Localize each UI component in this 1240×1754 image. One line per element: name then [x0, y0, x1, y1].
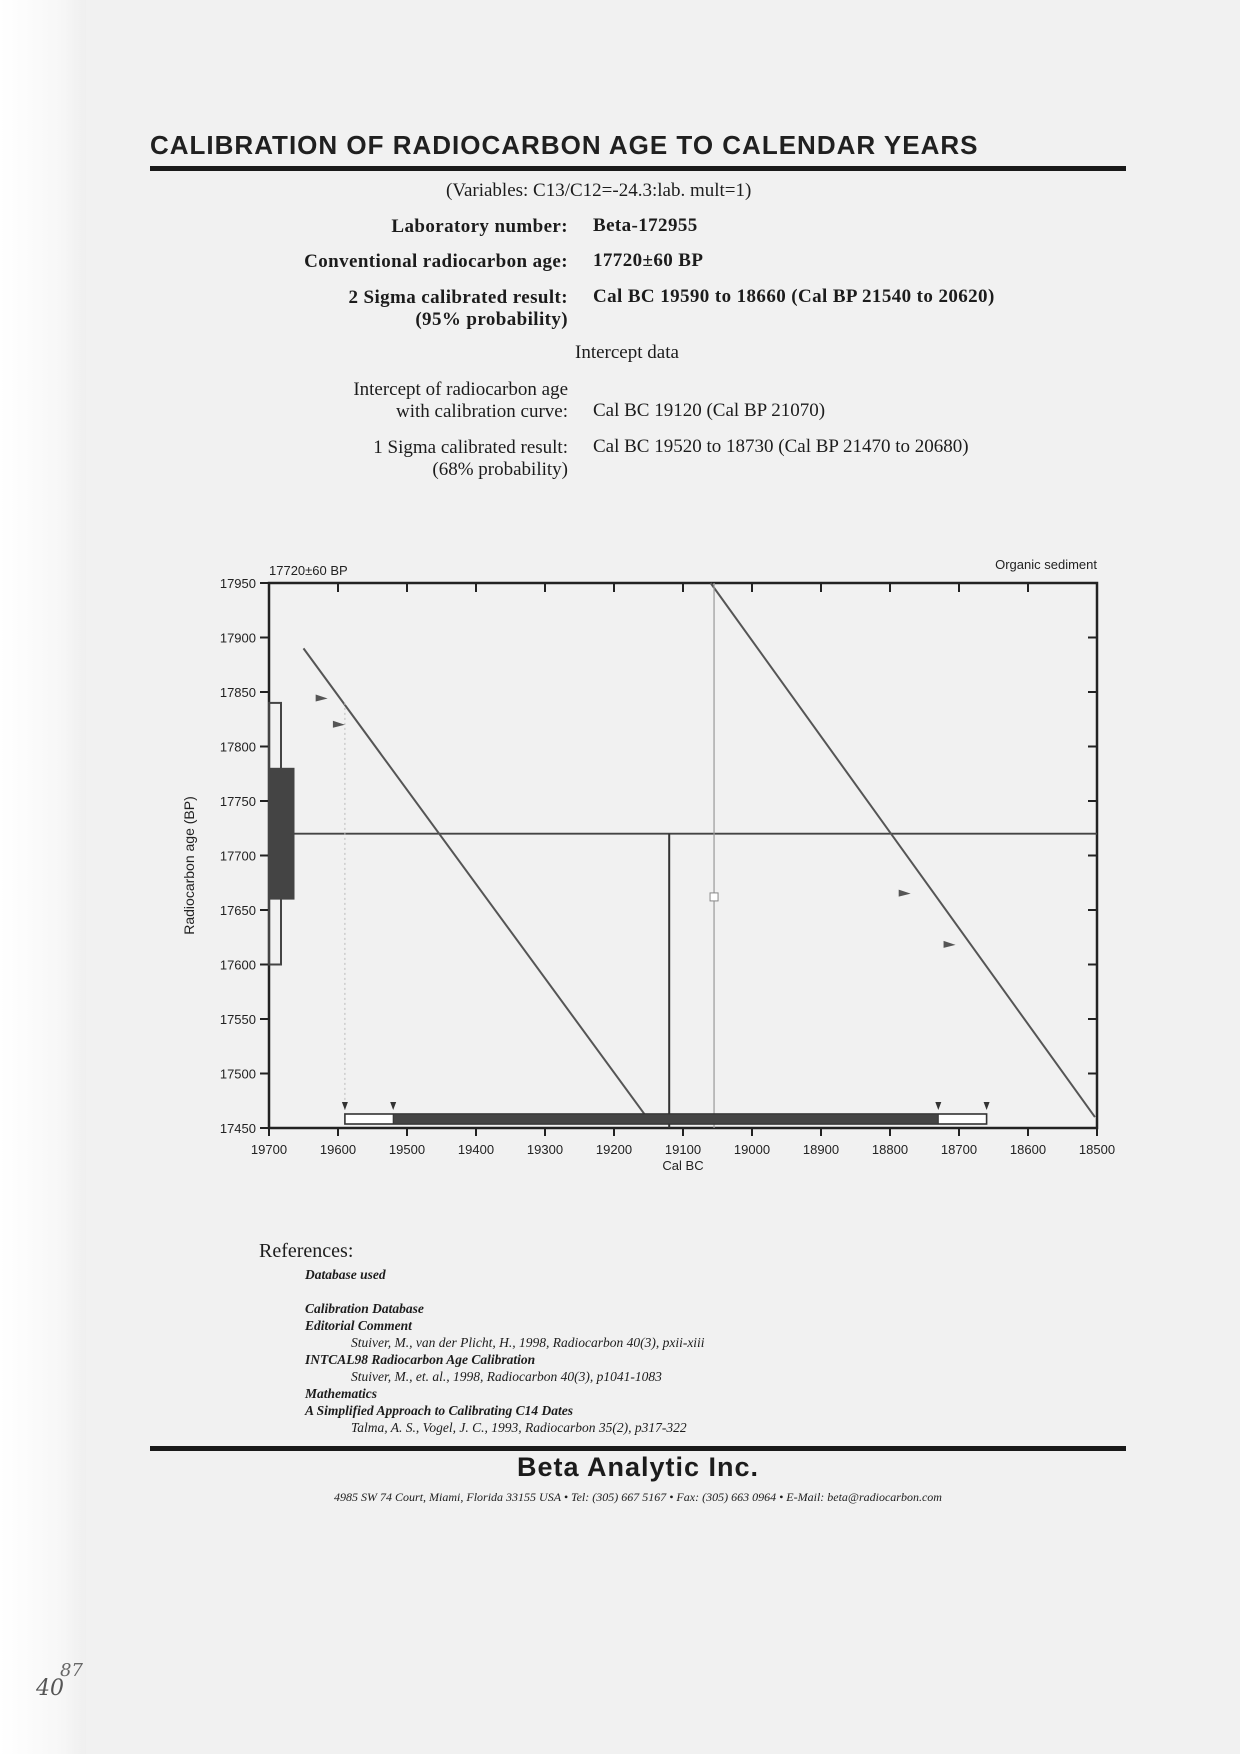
x-tick-label: 19700 [250, 1142, 288, 1157]
x-tick-label: 18800 [871, 1142, 909, 1157]
chart-title-right: Organic sediment [995, 557, 1097, 572]
reference-heading: Editorial Comment [305, 1318, 412, 1333]
handwritten-page-number-alt: 87 [60, 1660, 83, 1681]
y-tick-label: 17750 [219, 794, 256, 809]
reference-citation: Stuiver, M., van der Plicht, H., 1998, Radiocarbon 40(3), pxii-xiii [351, 1335, 705, 1350]
reference-heading: A Simplified Approach to Calibrating C14 Dates [305, 1403, 574, 1418]
references-heading: References: [259, 1240, 354, 1262]
variables-line: (Variables: C13/C12=-24.3:lab. mult=1) [446, 180, 752, 201]
x-tick-label: 19200 [595, 1142, 633, 1157]
x-tick-label: 18900 [802, 1142, 840, 1157]
x-tick-label: 19600 [319, 1142, 357, 1157]
intercept-heading: Intercept data [575, 342, 679, 363]
reference-citation: Stuiver, M., et. al., 1998, Radiocarbon 40(3), p1041-1083 [351, 1369, 662, 1384]
references-list [305, 1266, 705, 1436]
curve-arrow [316, 695, 328, 702]
reference-heading: INTCAL98 Radiocarbon Age Calibration [305, 1352, 536, 1367]
range-arrow [984, 1102, 990, 1110]
curve-arrow [899, 890, 911, 897]
y-tick-label: 17500 [219, 1066, 256, 1082]
x-tick-label: 18500 [1078, 1142, 1116, 1157]
range-arrow [390, 1102, 396, 1110]
x-tick-label: 18600 [1009, 1142, 1047, 1157]
y-tick-label: 17800 [219, 739, 256, 755]
curve-arrow [333, 721, 345, 728]
reference-citation: Talma, A. S., Vogel, J. C., 1993, Radiocarbon 35(2), p317-322 [351, 1420, 687, 1435]
lab-number-value: Beta-172955 [593, 215, 698, 236]
reference-heading: Database used [305, 1267, 386, 1282]
bottom-rule [150, 1446, 1126, 1451]
y-tick-label: 17850 [219, 685, 256, 700]
intercept-label: Intercept of radiocarbon age [353, 379, 568, 400]
x-tick-label: 19500 [388, 1142, 426, 1157]
y-tick-label: 17550 [219, 1012, 256, 1027]
x-tick-label: 19000 [733, 1142, 771, 1157]
company-address: 4985 SW 74 Court, Miami, Florida 33155 USA • Tel: (305) 667 5167 • Fax: (305) 663 0964 • E-Mail: beta@radiocarbon.com [334, 1490, 942, 1504]
curve-arrow [944, 941, 956, 948]
plot-frame [269, 583, 1097, 1128]
y-tick-label: 17950 [219, 576, 256, 591]
reference-gap [305, 1283, 705, 1300]
y-tick-label: 17600 [219, 957, 256, 973]
reference-heading: Calibration Database [305, 1301, 424, 1316]
x-tick-label: 19300 [526, 1142, 564, 1157]
range-arrow [342, 1102, 348, 1110]
intercept-label-2: with calibration curve: [396, 401, 568, 422]
chart-group [181, 557, 1115, 1173]
intercept-value: Cal BC 19120 (Cal BP 21070) [593, 400, 826, 421]
y-tick-label: 17450 [219, 1121, 256, 1136]
x-tick-label: 18700 [940, 1142, 978, 1157]
document-title: CALIBRATION OF RADIOCARBON AGE TO CALENDAR YEARS [150, 130, 979, 160]
company-name: Beta Analytic Inc. [516, 1452, 760, 1482]
conventional-age-label: Conventional radiocarbon age: [304, 251, 568, 272]
y-tick-label: 17650 [219, 903, 256, 918]
intercept-marker [710, 893, 718, 901]
y-tick-label: 17900 [219, 630, 256, 646]
one-sigma-value: Cal BC 19520 to 18730 (Cal BP 21470 to 20680) [593, 436, 969, 457]
one-sigma-range-bar [393, 1114, 938, 1124]
two-sigma-label: 2 Sigma calibrated result: [348, 287, 568, 308]
x-tick-label: 19100 [664, 1142, 702, 1157]
lab-number-label: Laboratory number: [391, 216, 568, 237]
two-sigma-value: Cal BC 19590 to 18660 (Cal BP 21540 to 20620) [593, 286, 995, 307]
calibration-curve-line [304, 648, 646, 1115]
conventional-age-value: 17720±60 BP [593, 250, 704, 271]
y-tick-label: 17700 [219, 848, 256, 864]
calibration-curve-line [711, 583, 1095, 1117]
range-arrow [935, 1102, 941, 1110]
reference-heading: Mathematics [305, 1386, 378, 1401]
two-sigma-probability: (95% probability) [415, 309, 568, 330]
handwritten-page-number: 40 [36, 1676, 64, 1701]
y-axis-label: Radiocarbon age (BP) [181, 796, 197, 935]
one-sigma-probability: (68% probability) [432, 459, 568, 480]
chart-title-left: 17720±60 BP [269, 563, 348, 578]
x-axis-label: Cal BC [662, 1158, 704, 1173]
x-tick-label: 19400 [457, 1142, 495, 1157]
one-sigma-label: 1 Sigma calibrated result: [373, 437, 568, 458]
